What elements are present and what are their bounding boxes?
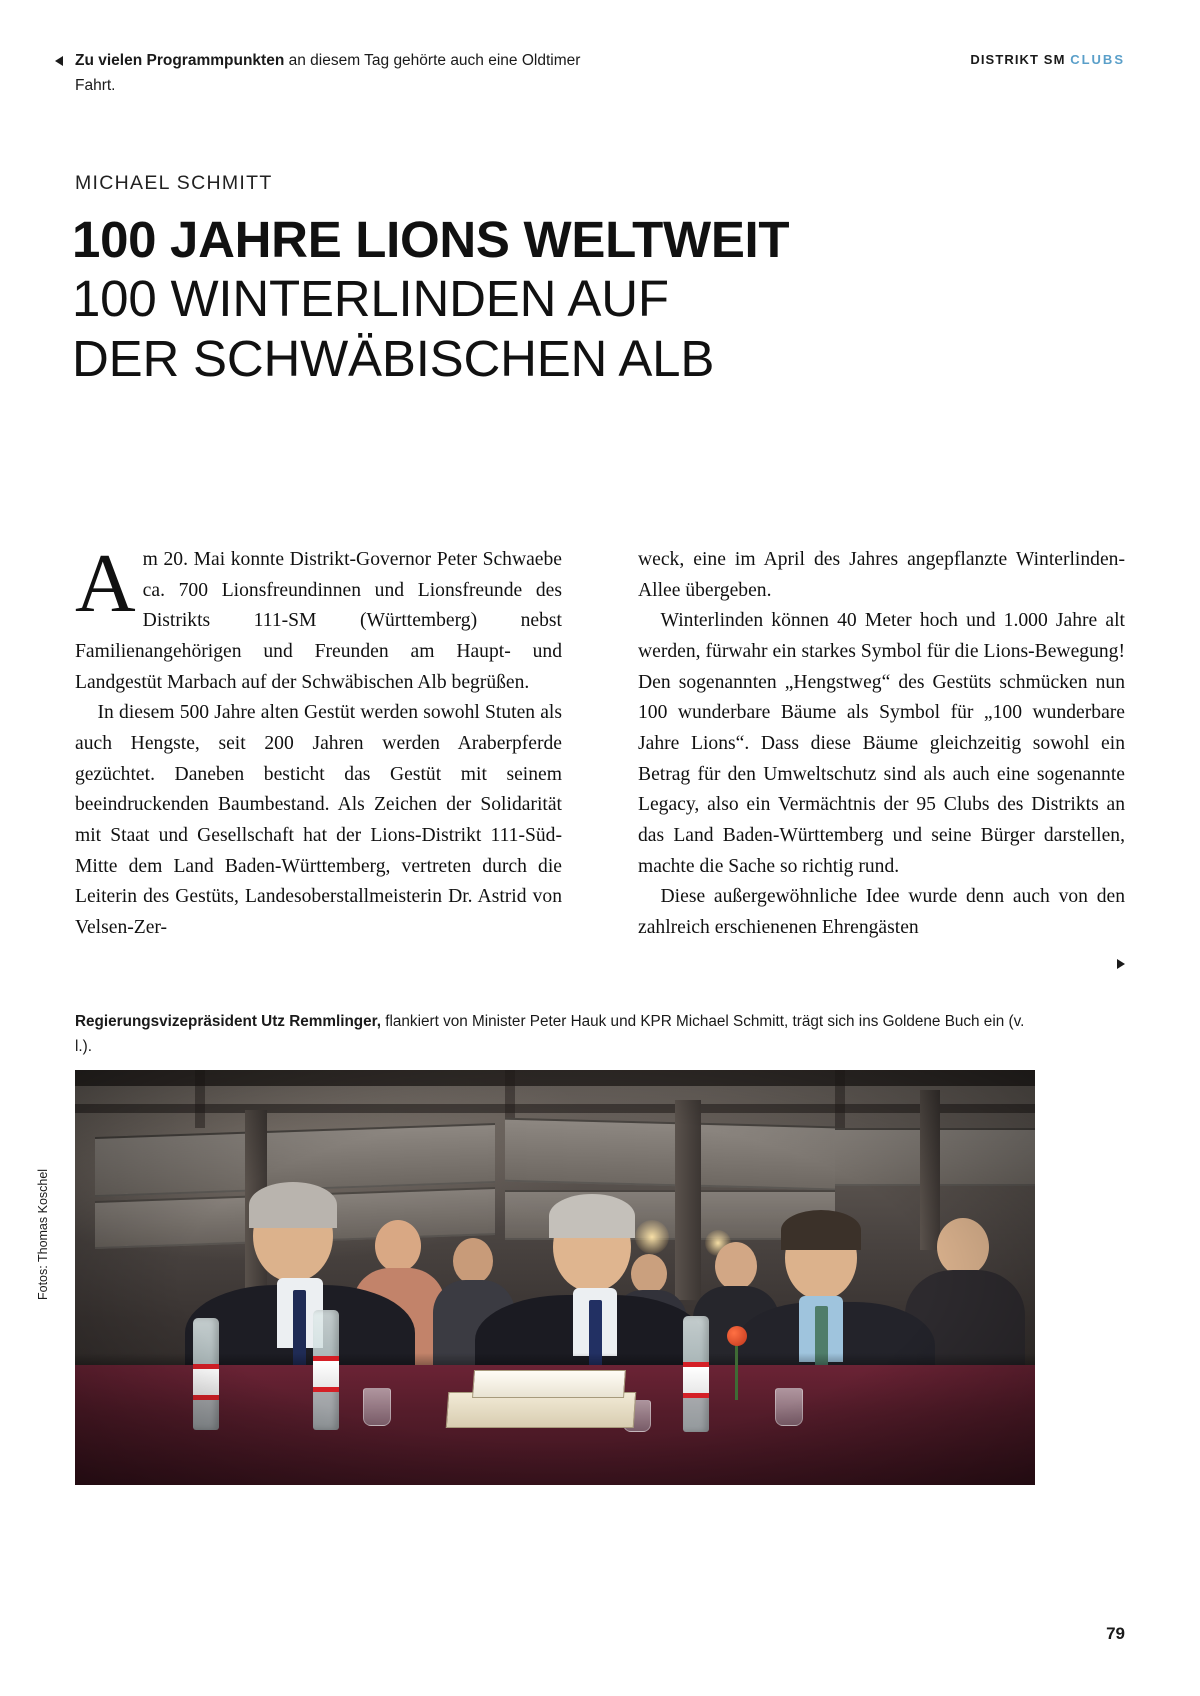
paragraph: weck, eine im April des Jahres angepflanzte Winterlinden-Allee übergeben. — [638, 549, 1125, 601]
running-head-section: CLUBS — [1070, 52, 1125, 67]
photo-beam — [920, 1090, 940, 1250]
photo-credit: Fotos: Thomas Koschel — [36, 1168, 50, 1300]
photo-foreground-person-center-hair — [549, 1194, 635, 1238]
photo-flower — [727, 1326, 747, 1346]
photo-flower-stem — [735, 1340, 738, 1400]
photo-water-bottle — [313, 1310, 339, 1430]
paragraph: Winterlinden können 40 Meter hoch und 1.000 Jahre alt werden, fürwahr ein starkes Symbol für die Lions-Bewegung! Den sogenannten „Hengstweg“ des Gestüts schmücken nun 100 wunderbare Bäume als Symbol für „100 wunderbare Jahre Lions“. Dass diese Bäume gleichzeitig sowohl ein Betrag für den Umweltschutz sind als auch eine sogenannte Legacy, also ein Vermächtnis der 95 Clubs des Distrikts an das Land Baden-Württemberg und seine Bürger darstellen, machte die Sache so richtig rund. — [638, 610, 1125, 877]
photo-wall-panel — [505, 1118, 835, 1191]
previous-page-arrow-icon — [55, 56, 63, 66]
photo-rafter — [195, 1070, 205, 1128]
photo-water-bottle — [683, 1316, 709, 1432]
photo-drinking-glass — [775, 1388, 803, 1426]
figure-caption-lead: Regierungsvizepräsident Utz Remmlinger, — [75, 1013, 382, 1030]
paragraph: Diese außergewöhnliche Idee wurde denn auch von den zahlreich erschienenen Ehrengästen — [638, 886, 1125, 938]
page-number: 79 — [1106, 1624, 1125, 1643]
paragraph-text: m 20. Mai konnte Distrikt-Governor Peter Schwaebe ca. 700 Lionsfreundinnen und Lionsfreunde des Distrikts 111-SM (Württemberg) nebst Familienangehörigen und Freunden am Haupt- und Landgestüt Marbach auf der Schwäbischen Alb begrüßen. — [75, 549, 562, 693]
figure-caption-rest: flankiert von Minister Peter Hauk und KPR Michael Schmitt, trägt sich ins Goldene Buch ein (v. l.). — [75, 1013, 1025, 1055]
top-continuation-caption — [75, 48, 595, 98]
running-head-district: DISTRIKT SM — [970, 52, 1066, 67]
article-author: MICHAEL SCHMITT — [75, 172, 273, 194]
photo-foreground-person-left-hair — [249, 1182, 337, 1228]
photo-rafter — [75, 1070, 1035, 1086]
photo-background-person-head — [453, 1238, 493, 1284]
figure-caption — [75, 1010, 1035, 1060]
paragraph: In diesem 500 Jahre alten Gestüt werden sowohl Stuten als auch Hengste, seit 200 Jahren werden Araberpferde gezüchtet. Daneben besticht das Gestüt mit seinem beeindruckenden Baumbestand. Als Zeichen der Solidarität mit Staat und Gesellschaft hat der Lions-Distrikt 111-Süd-Mitte dem Land Baden-Württemberg, vertreten durch die Leiterin des Gestüts, Landesoberstallmeisterin Dr. Astrid von Velsen-Zer- — [75, 702, 562, 938]
photo-drinking-glass — [363, 1388, 391, 1426]
photo-water-bottle — [193, 1318, 219, 1430]
photo-bottle-label — [193, 1364, 219, 1400]
photo-rafter — [835, 1070, 845, 1128]
paragraph — [75, 537, 562, 698]
body-column-left — [75, 537, 562, 944]
photo-background-person-head — [937, 1218, 989, 1276]
drop-cap: A — [75, 537, 136, 630]
continue-arrow-icon — [1117, 959, 1125, 969]
headline-line-3: DER SCHWÄBISCHEN ALB — [72, 329, 715, 387]
photo-background-person-head — [375, 1220, 421, 1272]
photo-bottle-label — [313, 1356, 339, 1392]
page-title — [72, 210, 1072, 388]
photo-beam — [675, 1100, 701, 1300]
article-body — [75, 537, 1125, 975]
article-photo — [75, 1070, 1035, 1485]
body-column-right — [638, 545, 1125, 944]
headline-line-1: 100 JAHRE LIONS WELTWEIT — [72, 211, 790, 268]
top-caption-rest: an diesem Tag gehörte auch eine Oldtimer Fahrt. — [75, 52, 581, 95]
top-caption-lead: Zu vielen Programmpunkten — [75, 52, 285, 69]
photo-background-person-head — [715, 1242, 757, 1290]
running-head — [970, 52, 1125, 67]
photo-bottle-label — [683, 1362, 709, 1398]
photo-foreground-person-right-hair — [781, 1210, 861, 1250]
photo-background-person-head — [631, 1254, 667, 1294]
headline-line-2: 100 WINTERLINDEN AUF — [72, 270, 669, 328]
photo-rafter — [75, 1104, 1035, 1113]
photo-open-page — [472, 1370, 626, 1398]
photo-ceiling-light — [635, 1220, 669, 1254]
